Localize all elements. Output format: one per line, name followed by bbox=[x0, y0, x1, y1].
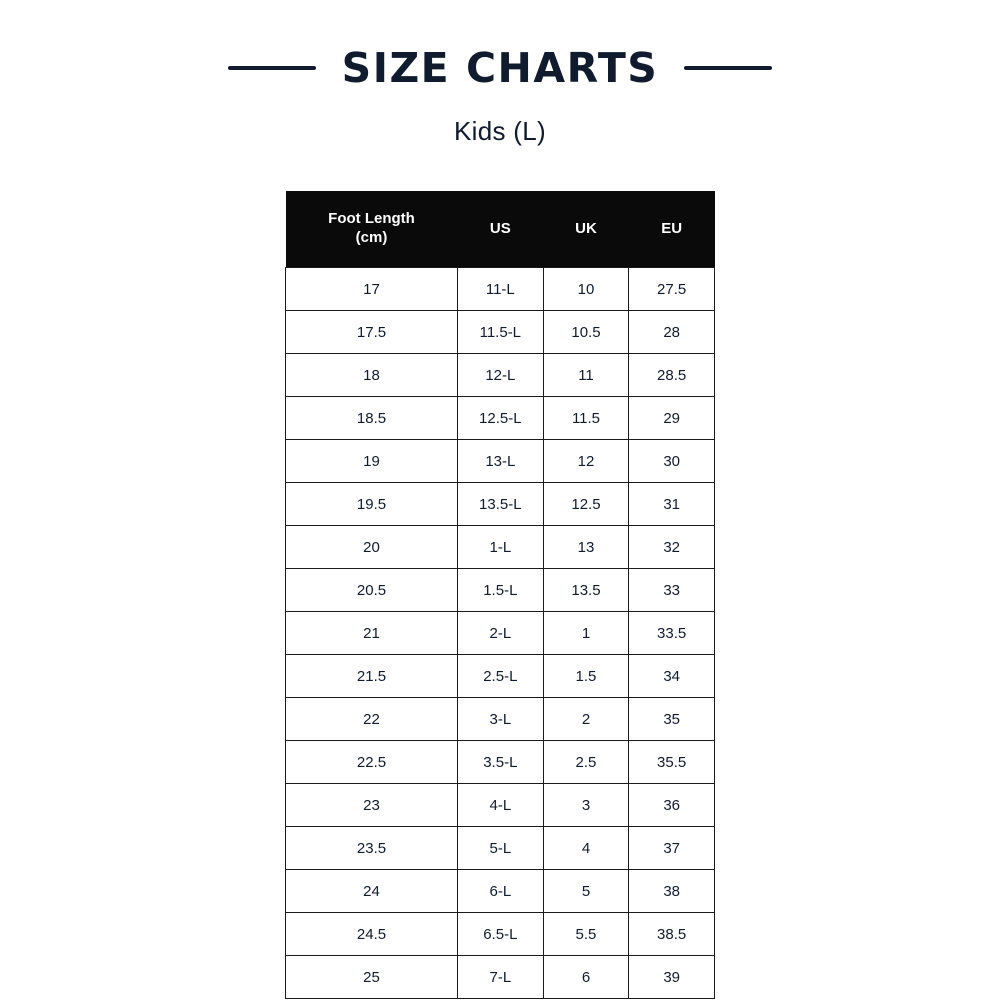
table-row bbox=[286, 784, 715, 827]
cell-us: 12.5-L bbox=[458, 397, 544, 440]
cell-us: 12-L bbox=[458, 354, 544, 397]
cell-uk: 10.5 bbox=[543, 311, 629, 354]
cell-uk: 5.5 bbox=[543, 913, 629, 956]
cell-uk: 2 bbox=[543, 698, 629, 741]
cell-eu: 32 bbox=[629, 526, 715, 569]
page-title: SIZE CHARTS bbox=[341, 44, 659, 92]
cell-us: 2-L bbox=[458, 612, 544, 655]
table-row bbox=[286, 440, 715, 483]
cell-uk: 6 bbox=[543, 956, 629, 999]
cell-eu: 35 bbox=[629, 698, 715, 741]
page-subtitle: Kids (L) bbox=[454, 116, 546, 146]
cell-foot-length: 21 bbox=[286, 612, 458, 655]
cell-us: 11-L bbox=[458, 268, 544, 311]
cell-eu: 33 bbox=[629, 569, 715, 612]
cell-foot-length: 18 bbox=[286, 354, 458, 397]
column-header-eu: EU bbox=[629, 191, 715, 268]
cell-eu: 29 bbox=[629, 397, 715, 440]
cell-uk: 11.5 bbox=[543, 397, 629, 440]
cell-foot-length: 24 bbox=[286, 870, 458, 913]
table-row bbox=[286, 741, 715, 784]
title-rule-right bbox=[684, 66, 772, 70]
cell-uk: 12.5 bbox=[543, 483, 629, 526]
cell-us: 4-L bbox=[458, 784, 544, 827]
cell-uk: 1 bbox=[543, 612, 629, 655]
table-row bbox=[286, 698, 715, 741]
table-header-row bbox=[286, 191, 715, 268]
cell-us: 6-L bbox=[458, 870, 544, 913]
cell-foot-length: 22.5 bbox=[286, 741, 458, 784]
table-row bbox=[286, 913, 715, 956]
cell-foot-length: 25 bbox=[286, 956, 458, 999]
cell-us: 5-L bbox=[458, 827, 544, 870]
cell-uk: 10 bbox=[543, 268, 629, 311]
table-row bbox=[286, 655, 715, 698]
column-header-foot-length-line1: Foot Length bbox=[328, 210, 415, 228]
cell-uk: 13 bbox=[543, 526, 629, 569]
cell-eu: 35.5 bbox=[629, 741, 715, 784]
cell-foot-length: 20.5 bbox=[286, 569, 458, 612]
cell-uk: 5 bbox=[543, 870, 629, 913]
column-header-uk: UK bbox=[543, 191, 629, 268]
size-table bbox=[285, 191, 715, 999]
cell-foot-length: 20 bbox=[286, 526, 458, 569]
cell-eu: 34 bbox=[629, 655, 715, 698]
table-row bbox=[286, 612, 715, 655]
cell-foot-length: 22 bbox=[286, 698, 458, 741]
cell-foot-length: 17.5 bbox=[286, 311, 458, 354]
cell-eu: 31 bbox=[629, 483, 715, 526]
table-row bbox=[286, 827, 715, 870]
cell-eu: 39 bbox=[629, 956, 715, 999]
cell-us: 7-L bbox=[458, 956, 544, 999]
cell-us: 13-L bbox=[458, 440, 544, 483]
cell-foot-length: 19.5 bbox=[286, 483, 458, 526]
cell-uk: 11 bbox=[543, 354, 629, 397]
cell-foot-length: 24.5 bbox=[286, 913, 458, 956]
column-header-us: US bbox=[458, 191, 544, 268]
table-row bbox=[286, 354, 715, 397]
column-header-foot-length bbox=[286, 191, 458, 268]
size-table-wrap bbox=[285, 191, 715, 999]
cell-uk: 13.5 bbox=[543, 569, 629, 612]
cell-foot-length: 19 bbox=[286, 440, 458, 483]
cell-eu: 28 bbox=[629, 311, 715, 354]
table-row bbox=[286, 569, 715, 612]
cell-foot-length: 23 bbox=[286, 784, 458, 827]
cell-uk: 1.5 bbox=[543, 655, 629, 698]
cell-foot-length: 17 bbox=[286, 268, 458, 311]
title-row bbox=[160, 44, 840, 92]
cell-us: 2.5-L bbox=[458, 655, 544, 698]
cell-uk: 3 bbox=[543, 784, 629, 827]
cell-us: 1-L bbox=[458, 526, 544, 569]
table-row bbox=[286, 268, 715, 311]
table-row bbox=[286, 483, 715, 526]
cell-eu: 28.5 bbox=[629, 354, 715, 397]
cell-eu: 38 bbox=[629, 870, 715, 913]
cell-foot-length: 18.5 bbox=[286, 397, 458, 440]
cell-eu: 37 bbox=[629, 827, 715, 870]
table-row bbox=[286, 870, 715, 913]
cell-us: 11.5-L bbox=[458, 311, 544, 354]
cell-foot-length: 23.5 bbox=[286, 827, 458, 870]
cell-uk: 12 bbox=[543, 440, 629, 483]
cell-eu: 36 bbox=[629, 784, 715, 827]
cell-foot-length: 21.5 bbox=[286, 655, 458, 698]
cell-eu: 33.5 bbox=[629, 612, 715, 655]
cell-us: 3-L bbox=[458, 698, 544, 741]
cell-eu: 38.5 bbox=[629, 913, 715, 956]
table-header bbox=[286, 191, 715, 268]
cell-us: 6.5-L bbox=[458, 913, 544, 956]
cell-us: 1.5-L bbox=[458, 569, 544, 612]
title-rule-left bbox=[228, 66, 316, 70]
table-body bbox=[286, 268, 715, 999]
cell-eu: 27.5 bbox=[629, 268, 715, 311]
table-row bbox=[286, 311, 715, 354]
cell-uk: 4 bbox=[543, 827, 629, 870]
table-row bbox=[286, 397, 715, 440]
cell-us: 3.5-L bbox=[458, 741, 544, 784]
cell-uk: 2.5 bbox=[543, 741, 629, 784]
cell-us: 13.5-L bbox=[458, 483, 544, 526]
table-row bbox=[286, 526, 715, 569]
table-row bbox=[286, 956, 715, 999]
column-header-foot-length-line2: (cm) bbox=[355, 229, 388, 246]
cell-eu: 30 bbox=[629, 440, 715, 483]
